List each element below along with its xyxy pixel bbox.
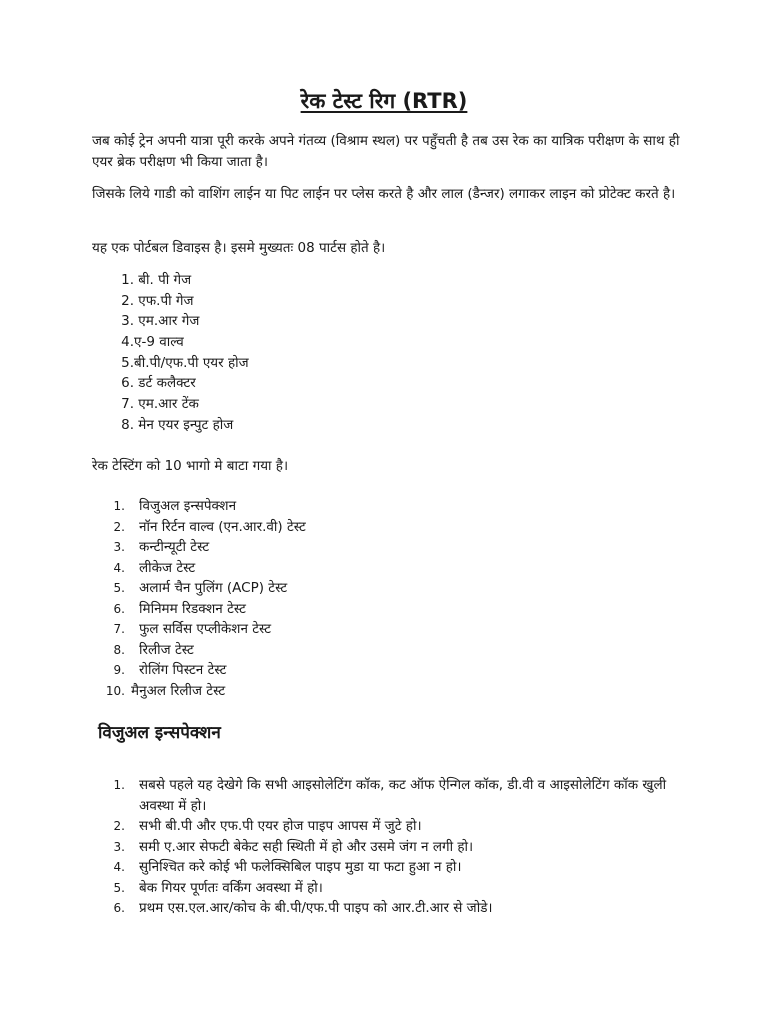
list-text: सुनिश्चित करे कोई भी फलेक्सिबिल पाइप मुडा या फटा हुआ न हो।: [139, 859, 462, 875]
list-text: मिनिमम रिडक्शन टेस्ट: [139, 600, 246, 617]
list-item: [92, 599, 306, 620]
list-text: एफ.पी गेज: [138, 292, 194, 309]
list-number: 1.: [121, 272, 134, 288]
list-number: 4.: [121, 334, 134, 351]
list-text: सभी बी.पी और एफ.पी एयर होज पाइप आपस में जुटे हो।: [139, 818, 422, 834]
list-text: लीकेज टेस्ट: [139, 559, 196, 576]
visual-inspection-list: [92, 775, 679, 919]
list-number: 3.: [113, 540, 125, 554]
list-text: ए-9 वाल्व: [134, 334, 184, 351]
list-text: बी.पी/एफ.पी एयर होज: [134, 354, 249, 371]
list-item: [92, 291, 249, 312]
placement-paragraph: जिसके लिये गाडी को वाशिंग लाईन या पिट लाईन पर प्लेस करते है और लाल (डैन्जर) लगाकर लाइन को प्रोटेक्ट करते है।: [92, 186, 676, 202]
list-item: [92, 270, 249, 291]
list-text: प्रथम एस.एल.आर/कोच के बी.पी/एफ.पी पाइप को आर.टी.आर से जोडे।: [139, 900, 493, 916]
list-item: [92, 415, 249, 436]
list-number: 9.: [113, 663, 125, 677]
list-number: 4.: [113, 560, 125, 575]
intro-paragraph: जब कोई ट्रेन अपनी यात्रा पूरी करके अपने गंतव्य (विश्राम स्थल) पर पहुँचती है तब उस रेक का यात्रिक परीक्षण के साथ ही एयर ब्रेक परीक्षण भी किया जाता है।: [92, 133, 680, 170]
list-item: [92, 681, 306, 702]
tests-intro: रेक टेस्टिंग को 10 भागो मे बाटा गया है।: [92, 458, 289, 474]
device-paragraph: यह एक पोर्टबल डिवाइस है। इसमे मुख्यतः 08 पार्टस होते है।: [92, 240, 386, 256]
list-item: [92, 394, 249, 415]
list-item: [92, 816, 679, 837]
list-number: 1.: [113, 499, 125, 513]
list-number: 5.: [113, 880, 125, 895]
list-number: 6.: [113, 901, 125, 915]
list-item: [92, 332, 249, 353]
list-item: [92, 558, 306, 579]
list-item: [92, 353, 249, 374]
list-number: 3.: [121, 313, 134, 330]
tests-list: [92, 496, 306, 701]
list-text: मैनुअल रिलीज टेस्ट: [131, 682, 226, 699]
list-text: सबसे पहले यह देखेगे कि सभी आइसोलेटिंग कॉक, कट ऑफ ऐन्गिल कॉक, डी.वी व आइसोलेटिंग कॉक खुली अवस्था में हो।: [139, 777, 667, 814]
list-text: मेन एयर इन्पुट होज: [138, 416, 234, 433]
parts-list: [92, 270, 249, 436]
list-number: 5.: [113, 581, 125, 595]
list-number: 6.: [121, 375, 134, 392]
list-item: [92, 857, 679, 878]
list-text: फुल सर्विस एप्लीकेशन टेस्ट: [139, 621, 272, 637]
list-number: 6.: [113, 601, 125, 616]
list-number: 2.: [121, 292, 134, 309]
list-number: 3.: [113, 839, 125, 854]
document-title: रेक टेस्ट रिग (RTR): [300, 89, 468, 113]
list-item: [92, 878, 679, 899]
list-text: विजुअल इन्सपेक्शन: [139, 498, 237, 514]
list-number: 7.: [113, 622, 125, 636]
list-text: एम.आर टेंक: [138, 396, 199, 413]
list-text: रिलीज टेस्ट: [139, 641, 194, 658]
list-item: [92, 660, 306, 681]
list-item: [92, 373, 249, 394]
list-text: रोलिंग पिस्टन टेस्ट: [139, 662, 227, 678]
list-text: बेक गियर पूर्णतः वर्किंग अवस्था में हो।: [139, 879, 323, 896]
list-number: 8.: [121, 416, 134, 433]
list-number: 5.: [121, 354, 134, 371]
list-text: अलार्म चैन पुलिंग (ACP) टेस्ट: [139, 580, 288, 596]
list-text: समी ए.आर सेफटी बेकेट सही स्थिती में हो और उसमे जंग न लगी हो।: [139, 838, 474, 855]
list-number: 10.: [105, 683, 125, 698]
list-number: 2.: [113, 519, 125, 534]
list-number: 7.: [121, 396, 134, 413]
list-item: [92, 619, 306, 640]
list-item: [92, 496, 306, 517]
list-number: 8.: [113, 642, 125, 657]
list-item: [92, 311, 249, 332]
list-text: डर्ट कलैक्टर: [138, 375, 196, 392]
list-item: [92, 775, 679, 816]
list-number: 2.: [113, 819, 125, 833]
list-text: एम.आर गेज: [138, 313, 200, 330]
list-item: [92, 837, 679, 858]
list-text: नॉन रिर्टन वाल्व (एन.आर.वी) टेस्ट: [139, 518, 306, 535]
list-item: [92, 578, 306, 599]
list-text: बी. पी गेज: [138, 272, 192, 288]
list-item: [92, 517, 306, 538]
section-heading: विजुअल इन्सपेक्शन: [98, 723, 221, 743]
list-item: [92, 537, 306, 558]
list-number: 1.: [113, 778, 125, 792]
list-number: 4.: [113, 860, 125, 874]
list-item: [92, 898, 679, 919]
list-item: [92, 640, 306, 661]
list-text: कन्टीन्यूटी टेस्ट: [139, 539, 210, 555]
